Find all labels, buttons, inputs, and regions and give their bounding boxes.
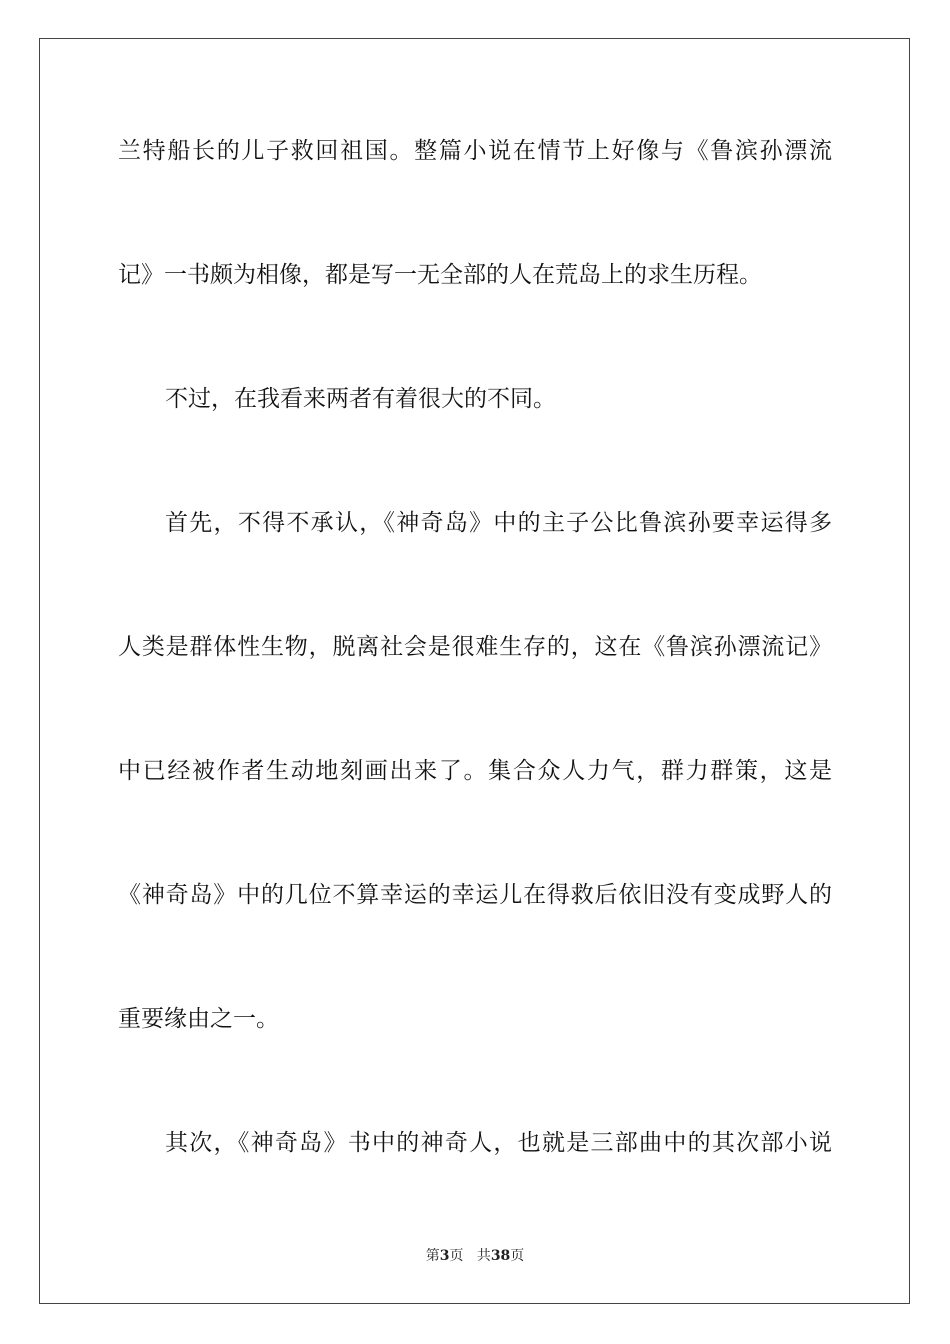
- footer-total-suffix: 页: [510, 1248, 525, 1264]
- text-line-1: 兰特船长的儿子救回祖国。整篇小说在情节上好像与《鲁滨孙漂流: [118, 138, 832, 164]
- text-line-7: 《神奇岛》中的几位不算幸运的幸运儿在得救后依旧没有变成野人的: [118, 882, 832, 908]
- footer-page-suffix: 页: [449, 1248, 464, 1264]
- text-line-8: 重要缘由之一。: [118, 1006, 279, 1032]
- text-line-2: 记》一书颇为相像，都是写一无全部的人在荒岛上的求生历程。: [118, 262, 762, 288]
- page-border: [39, 38, 910, 1304]
- footer-page-prefix: 第: [425, 1248, 440, 1264]
- footer-page-number: 3: [439, 1248, 450, 1264]
- footer-total-pages: 38: [490, 1248, 511, 1264]
- text-line-3: 不过，在我看来两者有着很大的不同。: [165, 386, 556, 412]
- text-line-6: 中已经被作者生动地刻画出来了。集合众人力气，群力群策，这是: [118, 758, 832, 784]
- text-line-9: 其次，《神奇岛》书中的神奇人，也就是三部曲中的其次部小说: [165, 1130, 832, 1156]
- text-line-5: 人类是群体性生物，脱离社会是很难生存的，这在《鲁滨孙漂流记》: [118, 634, 832, 660]
- text-line-4: 首先，不得不承认，《神奇岛》中的主子公比鲁滨孙要幸运得多: [165, 510, 832, 536]
- footer-total-prefix: 共: [476, 1248, 491, 1264]
- page-footer: [0, 1247, 950, 1265]
